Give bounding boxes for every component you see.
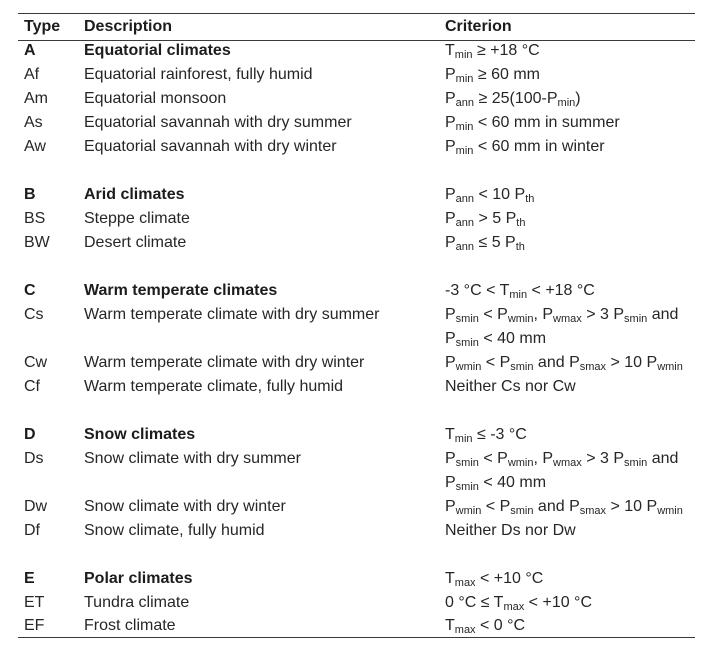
description-cell: Tundra climate <box>84 594 190 611</box>
criterion-cell: $T_{max} < 0$ °C <box>445 617 526 636</box>
criterion-cell-continued: $P_{smin} < 40$ mm <box>445 330 547 349</box>
description-cell: Arid climates <box>84 186 185 203</box>
criterion-cell: $P_{smin} < P_{wmin}$, $P_{wmax} > 3$ $P_{smin}$ and <box>445 450 679 469</box>
criterion-cell: $P_{ann} > 5$ $P_{th}$ <box>445 210 526 229</box>
criterion-cell: $P_{ann} \ge 25(100-P_{min})$ <box>445 90 581 109</box>
type-code-cell: B <box>24 186 36 203</box>
type-code-cell: Df <box>24 522 40 539</box>
header-type: Type <box>24 18 61 35</box>
header-criterion: Criterion <box>445 18 512 35</box>
type-code-cell: Ds <box>24 450 44 467</box>
description-cell: Equatorial monsoon <box>84 90 227 107</box>
type-code-cell: D <box>24 426 36 443</box>
criterion-cell: $T_{min} \ge +18$ °C <box>445 42 540 61</box>
description-cell: Polar climates <box>84 570 193 587</box>
type-code-cell: ET <box>24 594 45 611</box>
criterion-cell: $P_{ann} \le 5$ $P_{th}$ <box>445 234 525 253</box>
criterion-cell: $P_{smin} < P_{wmin}$, $P_{wmax} > 3$ $P_{smin}$ and <box>445 306 679 325</box>
description-cell: Warm temperate climates <box>84 282 278 299</box>
criterion-cell: $P_{min} < 60$ mm in winter <box>445 138 605 157</box>
criterion-cell: $P_{min} < 60$ mm in summer <box>445 114 620 133</box>
type-code-cell: Cs <box>24 306 44 323</box>
criterion-cell: Neither Ds nor Dw <box>445 522 576 539</box>
type-code-cell: Af <box>24 66 40 83</box>
header-rule <box>18 40 695 41</box>
description-cell: Equatorial savannah with dry winter <box>84 138 337 155</box>
type-code-cell: Cw <box>24 354 48 371</box>
table-bottom-rule <box>18 637 695 638</box>
criterion-cell: -3 $^\circ C < T_{min} < +18$ °C <box>445 282 595 301</box>
type-code-cell: Am <box>24 90 48 107</box>
type-code-cell: A <box>24 42 36 59</box>
description-cell: Warm temperate climate with dry winter <box>84 354 365 371</box>
header-description: Description <box>84 18 173 35</box>
description-cell: Snow climate with dry winter <box>84 498 286 515</box>
type-code-cell: Dw <box>24 498 48 515</box>
description-cell: Snow climate with dry summer <box>84 450 301 467</box>
description-cell: Desert climate <box>84 234 187 251</box>
type-code-cell: BS <box>24 210 46 227</box>
criterion-cell: $T_{min} \le -3$ °C <box>445 426 527 445</box>
criterion-cell: $T_{max} < +10$ °C <box>445 570 544 589</box>
criterion-cell: Neither Cs nor Cw <box>445 378 576 395</box>
description-cell: Warm temperate climate with dry summer <box>84 306 380 323</box>
criterion-cell: 0 $^\circ C \le T_{max} < +10$ °C <box>445 594 593 613</box>
description-cell: Snow climate, fully humid <box>84 522 265 539</box>
description-cell: Snow climates <box>84 426 196 443</box>
type-code-cell: C <box>24 282 36 299</box>
criterion-cell: $P_{min} \ge 60$ mm <box>445 66 540 85</box>
description-cell: Warm temperate climate, fully humid <box>84 378 344 395</box>
criterion-cell-continued: $P_{smin} < 40$ mm <box>445 474 547 493</box>
criterion-cell: $P_{wmin} < P_{smin}$ and $P_{smax} > 10$ $P_{wmin}$ <box>445 498 683 517</box>
description-cell: Equatorial climates <box>84 42 231 59</box>
description-cell: Equatorial savannah with dry summer <box>84 114 352 131</box>
type-code-cell: Cf <box>24 378 40 395</box>
criterion-cell: $P_{ann} < 10$ $P_{th}$ <box>445 186 535 205</box>
type-code-cell: E <box>24 570 35 587</box>
description-cell: Equatorial rainforest, fully humid <box>84 66 313 83</box>
description-cell: Steppe climate <box>84 210 190 227</box>
type-code-cell: Aw <box>24 138 46 155</box>
type-code-cell: EF <box>24 617 45 634</box>
table-top-rule <box>18 13 695 14</box>
description-cell: Frost climate <box>84 617 176 634</box>
criterion-cell: $P_{wmin} < P_{smin}$ and $P_{smax} > 10$ $P_{wmin}$ <box>445 354 683 373</box>
type-code-cell: As <box>24 114 43 131</box>
type-code-cell: BW <box>24 234 50 251</box>
